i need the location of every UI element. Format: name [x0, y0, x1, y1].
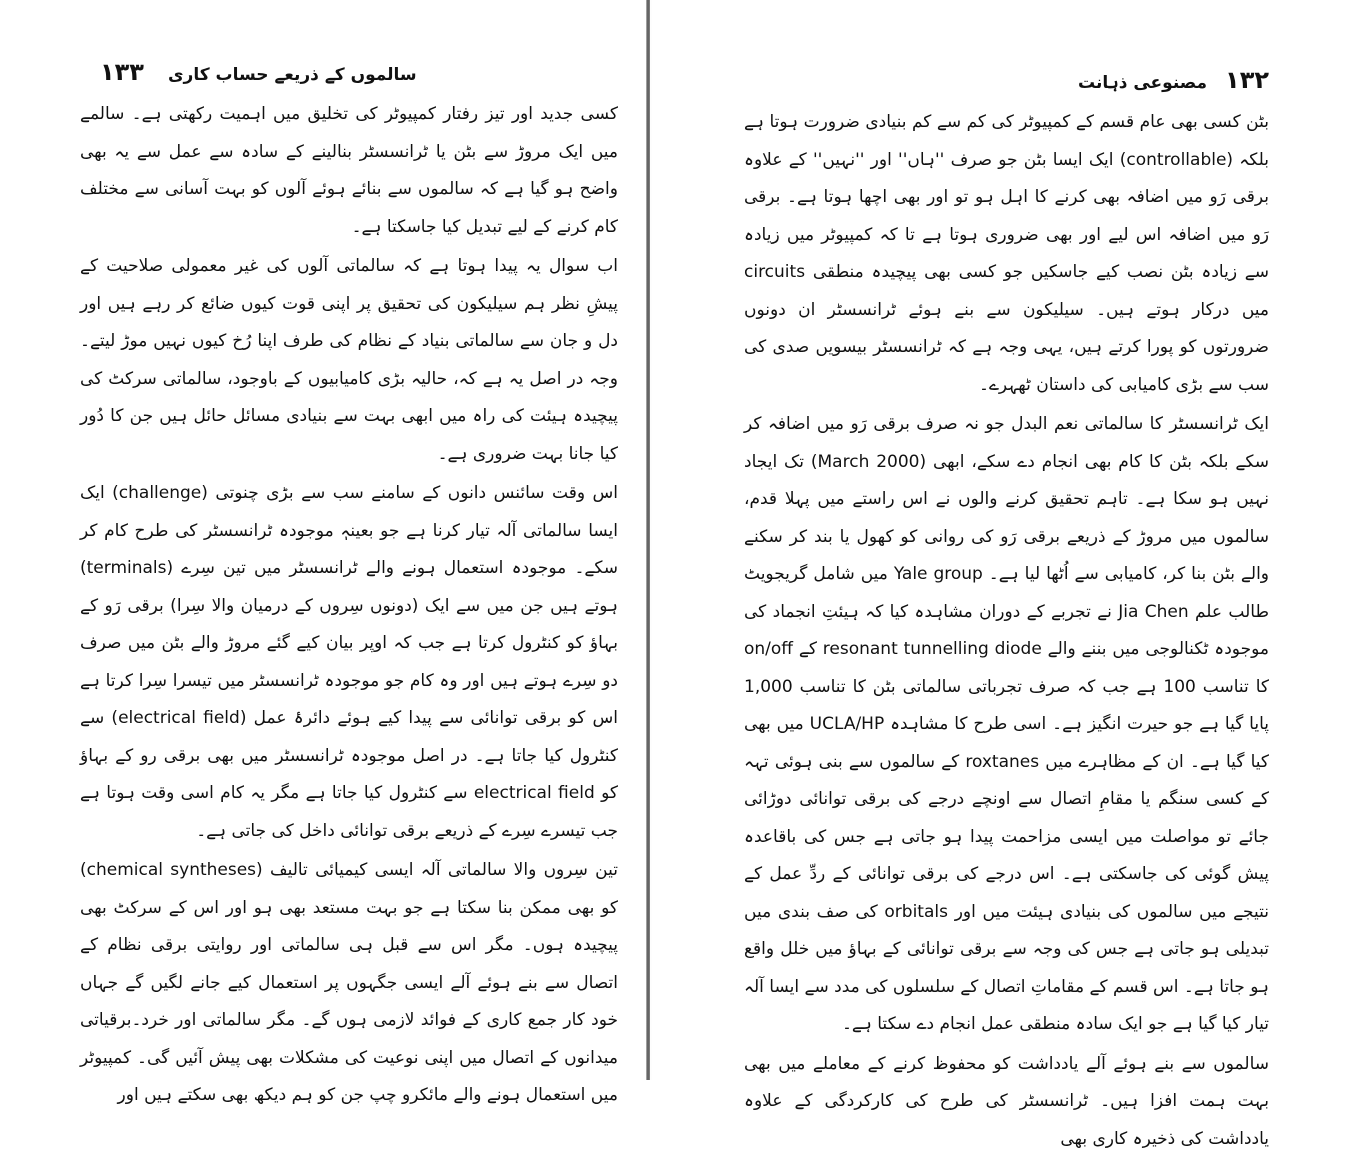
right-page — [652, 0, 1357, 1080]
book-spine — [646, 0, 650, 1080]
paragraph: اب سوال یہ پیدا ہوتا ہے کہ سالماتی آلوں کی غیر معمولی صلاحیت کے پیشِ نظر ہم سیلیکون کی تحقیق پر اپنی قوت کیوں ضائع کر رہے ہیں اور دل و جان سے سالماتی بنیاد کے نظام کی طرف اپنا رُخ کیوں نہیں موڑ لیتے۔ وجہ در اصل یہ ہے کہ، حالیہ بڑی کامیابیوں کے باوجود، سالماتی سرکٹ کی پیچیدہ ہیئت کی راہ میں ابھی بہت سے بنیادی مسائل حائل ہیں جن کا دُور کیا جانا بہت ضروری ہے۔ — [80, 248, 618, 473]
paragraph: سالموں سے بنے ہوئے آلے یادداشت کو محفوظ کرنے کے معاملے میں بھی بہت ہمت افزا ہیں۔ ٹرانسسٹر کی طرح کی کارکردگی کے علاوہ یادداشت کی ذخیرہ کاری بھی — [744, 1046, 1269, 1158]
left-page — [0, 0, 648, 1080]
paragraph: بٹن کسی بھی عام قسم کے کمپیوٹر کی کم سے کم بنیادی ضرورت ہوتا ہے بلکہ (controllable) ایک ایسا بٹن جو صرف ''ہاں'' اور ''نہیں'' کے علاوہ برقی رَو میں اضافہ بھی کرنے کا اہل ہو تو اور بھی اچھا ہوتا ہے۔ برقی رَو میں اضافہ اس لیے اور بھی ضروری ہوتا ہے تا کہ کمپیوٹر میں زیادہ سے زیادہ بٹن نصب کیے جاسکیں جو کسی بھی پیچیدہ منطقی circuits میں درکار ہوتے ہیں۔ سیلیکون سے بنے ہوئے ٹرانسسٹر ان دونوں ضرورتوں کو پورا کرتے ہیں، یہی وجہ ہے کہ ٹرانسسٹر بیسویں صدی کی سب سے بڑی کامیابی کی داستان ٹھہرے۔ — [744, 104, 1269, 404]
right-page-header — [744, 66, 1269, 94]
paragraph: اس وقت سائنس دانوں کے سامنے سب سے بڑی چنوتی (challenge) ایک ایسا سالماتی آلہ تیار کرنا ہے جو بعینہٖ موجودہ ٹرانسسٹر کی طرح کام کر سکے۔ موجودہ استعمال ہونے والے ٹرانسسٹر میں تین سِرے (terminals) ہوتے ہیں جن میں سے ایک (دونوں سِروں کے درمیان والا سِرا) برقی رَو کے بہاؤ کو کنٹرول کرتا ہے جب کہ اوپر بیان کیے گئے مروڑ والے بٹن میں صرف دو سِرے ہوتے ہیں اور وہ کام جو موجودہ ٹرانسسٹر میں تیسرا سِرا کرتا ہے اس کو برقی توانائی سے پیدا کیے ہوئے دائرۂ عمل (electrical field) سے کنٹرول کیا جاتا ہے۔ در اصل موجودہ ٹرانسسٹر میں بھی برقی رو کے بہاؤ کو electrical field سے کنٹرول کیا جاتا ہے مگر یہ کام اسی وقت ہوتا ہے جب تیسرے سِرے کے ذریعے برقی توانائی داخل کی جاتی ہے۔ — [80, 475, 618, 850]
page-number: ۱۳۲ — [1225, 66, 1269, 94]
page-number: ۱۳۳ — [100, 58, 144, 86]
left-page-body — [80, 96, 618, 1115]
left-page-header — [80, 58, 618, 86]
right-page-body — [744, 104, 1269, 1158]
paragraph: تین سِروں والا سالماتی آلہ ایسی کیمیائی تالیف (chemical syntheses) کو بھی ممکن بنا سکتا ہے جو بہت مستعد بھی ہو اور اس کے سرکٹ بھی پیچیدہ ہوں۔ مگر اس سے قبل ہی سالماتی اور روایتی برقی نظام کے اتصال سے بنے ہوئے آلے ایسی جگہوں پر استعمال کیے جانے لگیں گے جہاں خود کار جمع کاری کے فوائد لازمی ہوں گے۔ مگر سالماتی اور خرد۔برقیاتی میدانوں کے اتصال میں اپنی نوعیت کی مشکلات بھی پیش آئیں گی۔ کمپیوٹر میں استعمال ہونے والے مائکرو چپ جن کو ہم دیکھ بھی سکتے ہیں اور — [80, 852, 618, 1115]
paragraph: کسی جدید اور تیز رفتار کمپیوٹر کی تخلیق میں اہمیت رکھتی ہے۔ سالمے میں ایک مروڑ سے بٹن یا ٹرانسسٹر بنالینے کے سادہ سے عمل سے یہ بھی واضح ہو گیا ہے کہ سالموں سے بنائے ہوئے آلوں کو بہت آسانی سے مختلف کام کرنے کے لیے تبدیل کیا جاسکتا ہے۔ — [80, 96, 618, 246]
running-title: سالموں کے ذریعے حساب کاری — [168, 64, 417, 85]
running-title: مصنوعی ذہانت — [1078, 72, 1207, 93]
paragraph: ایک ٹرانسسٹر کا سالماتی نعم البدل جو نہ صرف برقی رَو میں اضافہ کر سکے بلکہ بٹن کا کام بھی انجام دے سکے، ابھی (March 2000) تک ایجاد نہیں ہو سکا ہے۔ تاہم تحقیق کرنے والوں نے اس راستے میں پہلا قدم، سالموں میں مروڑ کے ذریعے برقی رَو کی روانی کو کھول یا بند کر سکنے والے بٹن بنا کر، کامیابی سے اُٹھا لیا ہے۔ Yale group میں شامل گریجویٹ طالب علم Jia Chen نے تجربے کے دوران مشاہدہ کیا کہ ہیئتِ انجماد کی موجودہ ٹکنالوجی میں بننے والے resonant tunnelling diode کے on/off کا تناسب 100 ہے جب کہ صرف تجرباتی سالماتی بٹن کا تناسب 1,000 پایا گیا ہے جو حیرت انگیز ہے۔ اسی طرح کا مشاہدہ UCLA/HP میں بھی کیا گیا ہے۔ ان کے مظاہرے میں roxtanes کے سالموں سے بنی ہوئی تہہ کے کسی سنگم یا مقامِ اتصال سے اونچے درجے کی برقی توانائی دوڑائی جائے تو مواصلت میں ایسی مزاحمت پیدا ہو جاتی ہے جس کی باقاعدہ پیش گوئی کی جاسکتی ہے۔ اس درجے کی برقی توانائی کے ردِّ عمل کے نتیجے میں سالموں کی بنیادی ہیئت میں اور orbitals کی صف بندی میں تبدیلی ہو جاتی ہے جس کی وجہ سے برقی توانائی کے بہاؤ میں خلل واقع ہو جاتا ہے۔ اس قسم کے مقاماتِ اتصال کے سلسلوں کی مدد سے ایسا آلہ تیار کیا گیا ہے جو ایک سادہ منطقی عمل انجام دے سکتا ہے۔ — [744, 406, 1269, 1044]
